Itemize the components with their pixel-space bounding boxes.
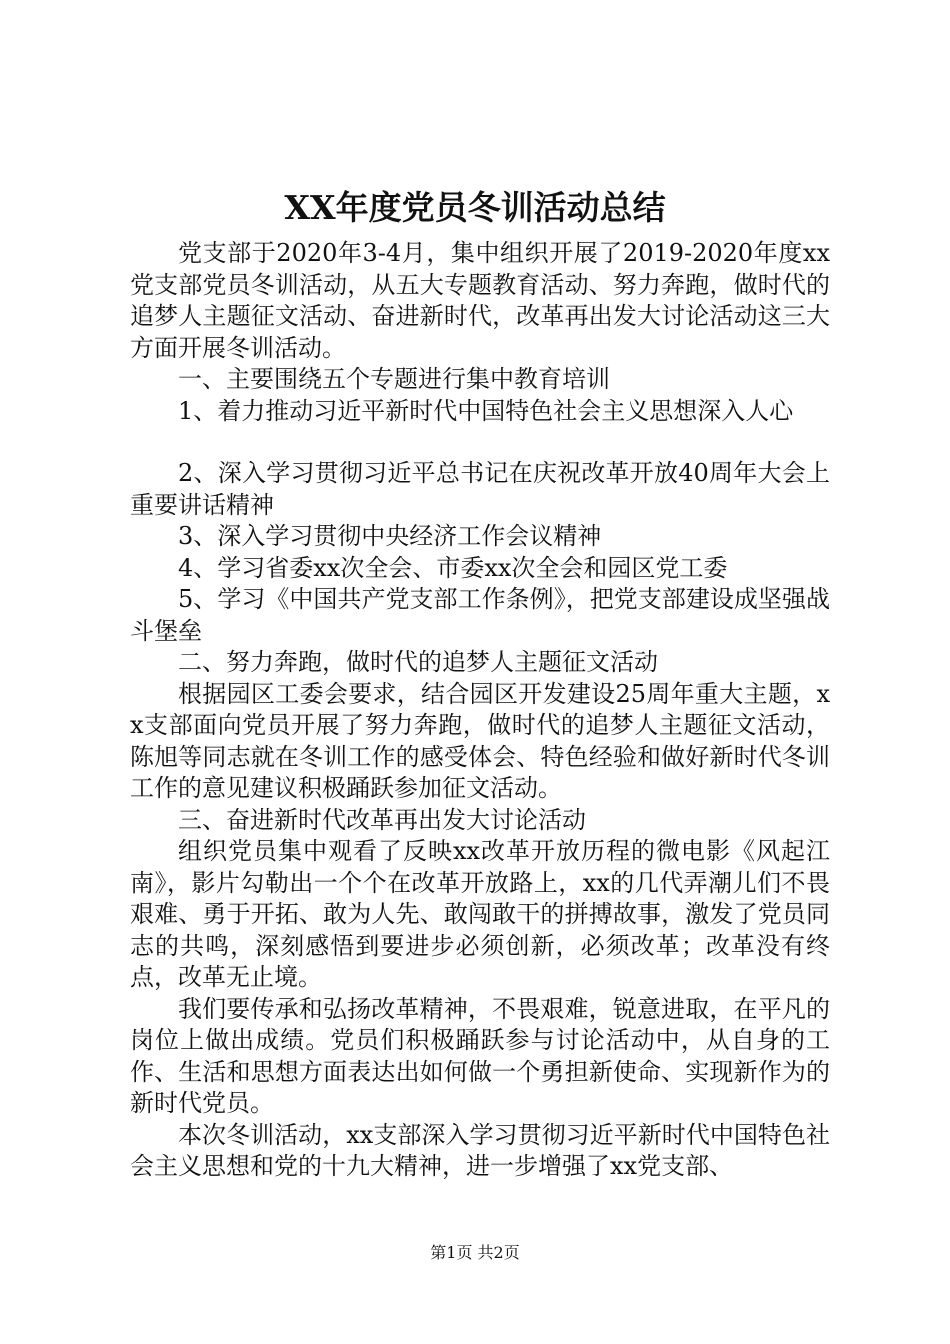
section-heading-1: 一、主要围绕五个专题进行集中教育培训: [178, 365, 610, 393]
paragraph-reform-spirit: 我们要传承和弘扬改革精神，不畏艰难，锐意进取，在平凡的岗位上做出成绩。党员们积极踊跃参与讨论活动中，从自身的工作、生活和思想方面表达出如何做一个勇担新使命、实现新作为的新时代党员。: [130, 994, 830, 1117]
list-item-2: 2、深入学习贯彻习近平总书记在庆祝改革开放40周年大会上重要讲话精神: [130, 459, 830, 519]
section-heading-3: 三、奋进新时代改革再出发大讨论活动: [178, 805, 586, 834]
paragraph-essay: 根据园区工委会要求，结合园区开发建设25周年重大主题，xx支部面向党员开展了努力奔跑，做时代的追梦人主题征文活动，陈旭等同志就在冬训工作的感受体会、特色经验和做好新时代冬训工作的意见建议积极踊跃参加征文活动。: [130, 679, 830, 802]
list-item-4: 4、学习省委xx次全会、市委xx次全会和园区党工委: [178, 553, 728, 582]
document-title: XX年度党员冬训活动总结: [284, 188, 666, 227]
section-heading-2: 二、努力奔跑，做时代的追梦人主题征文活动: [178, 648, 658, 676]
page-footer: 第1页 共2页: [430, 1243, 520, 1262]
list-item-3: 3、深入学习贯彻中央经济工作会议精神: [178, 522, 602, 550]
paragraph-summary: 本次冬训活动，xx支部深入学习贯彻习近平新时代中国特色社会主义思想和党的十九大精神，进一步增强了xx党支部、: [130, 1120, 830, 1180]
list-item-1: 1、着力推动习近平新时代中国特色社会主义思想深入人心: [178, 396, 794, 425]
document-body: [130, 238, 830, 1183]
list-item-5: 5、学习《中国共产党支部工作条例》，把党支部建设成坚强战斗堡垒: [130, 585, 830, 645]
paragraph-intro: 党支部于2020年3-4月，集中组织开展了2019-2020年度xx党支部党员冬训活动，从五大专题教育活动、努力奔跑，做时代的追梦人主题征文活动、奋进新时代，改革再出发大讨论活动这三大方面开展冬训活动。: [130, 239, 830, 362]
paragraph-film: 组织党员集中观看了反映xx改革开放历程的微电影《风起江南》，影片勾勒出一个个在改革开放路上，xx的几代弄潮儿们不畏艰难、勇于开拓、敢为人先、敢闯敢干的拼搏故事，激发了党员同志的共鸣，深刻感悟到要进步必须创新，必须改革；改革没有终点，改革无止境。: [130, 837, 830, 991]
